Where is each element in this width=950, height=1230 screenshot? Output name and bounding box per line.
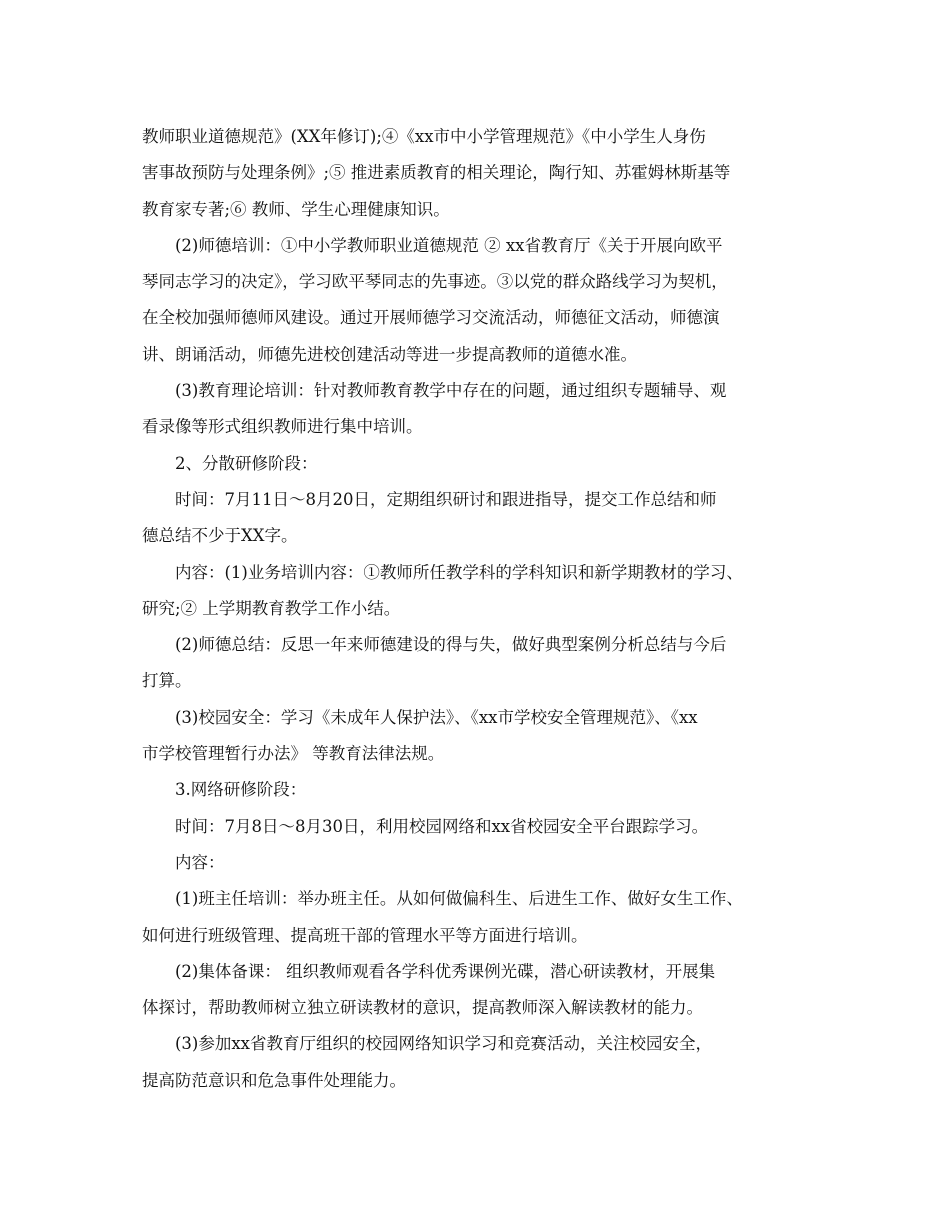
text-line: (3)校园安全：学习《未成年人保护法》、《xx市学校安全管理规范》、《xx: [175, 707, 698, 727]
text-line: 研究;② 上学期教育教学工作小结。: [142, 598, 401, 618]
text-line: 德总结不少于XX字。: [142, 526, 298, 546]
text-line: 内容：(1)业务培训内容：①教师所任教学科的学科知识和新学期教材的学习、: [175, 562, 743, 582]
text-line: (2)集体备课： 组织教师观看各学科优秀课例光碟，潜心研读教材，开展集: [175, 961, 716, 981]
document-body: [142, 119, 822, 1099]
text-line: 如何进行班级管理、提高班干部的管理水平等方面进行培训。: [142, 925, 588, 945]
text-line: 时间：7月8日～8月30日，利用校园网络和xx省校园安全平台跟踪学习。: [175, 816, 709, 836]
text-line: (2)师德总结：反思一年来师德建设的得与失，做好典型案例分析总结与今后: [175, 635, 727, 655]
text-line: 打算。: [142, 671, 192, 691]
text-line: (1)班主任培训：举办班主任。从如何做偏科生、后进生工作、做好女生工作、: [175, 889, 743, 909]
text-line: 提高防范意识和危急事件处理能力。: [142, 1070, 406, 1090]
text-line: (3)参加xx省教育厅组织的校园网络知识学习和竞赛活动，关注校园安全，: [175, 1034, 712, 1054]
text-line: 看录像等形式组织教师进行集中培训。: [142, 417, 423, 437]
text-line: 讲、朗诵活动，师德先进校创建活动等进一步提高教师的道德水准。: [142, 344, 637, 364]
text-line: 在全校加强师德师风建设。通过开展师德学习交流活动，师德征文活动，师德演: [142, 308, 720, 328]
text-line: 教育家专著;⑥ 教师、学生心理健康知识。: [142, 199, 450, 219]
text-line: 体探讨，帮助教师树立独立研读教材的意识，提高教师深入解读教材的能力。: [142, 998, 703, 1018]
text-line: 教师职业道德规范》(XX年修订);④《xx市中小学管理规范》《中小学生人身伤: [142, 127, 706, 146]
text-line: 时间：7月11日～8月20日，定期组织研讨和跟进指导，提交工作总结和师: [175, 489, 717, 509]
section-heading: 3.网络研修阶段：: [175, 780, 307, 800]
section-heading: 2、分散研修阶段：: [175, 453, 318, 473]
text-line: 琴同志学习的决定》，学习欧平琴同志的先事迹。③以党的群众路线学习为契机，: [142, 272, 728, 292]
text-line: (2)师德培训：①中小学教师职业道德规范 ② xx省教育厅《关于开展向欧平: [175, 235, 723, 255]
text-line: 害事故预防与处理条例》;⑤ 推进素质教育的相关理论，陶行知、苏霍姆林斯基等: [142, 163, 731, 183]
text-line: 内容：: [175, 852, 225, 872]
text-line: 市学校管理暂行办法》 等教育法律法规。: [142, 744, 445, 764]
text-line: (3)教育理论培训：针对教师教育教学中存在的问题，通过组织专题辅导、观: [175, 381, 727, 401]
